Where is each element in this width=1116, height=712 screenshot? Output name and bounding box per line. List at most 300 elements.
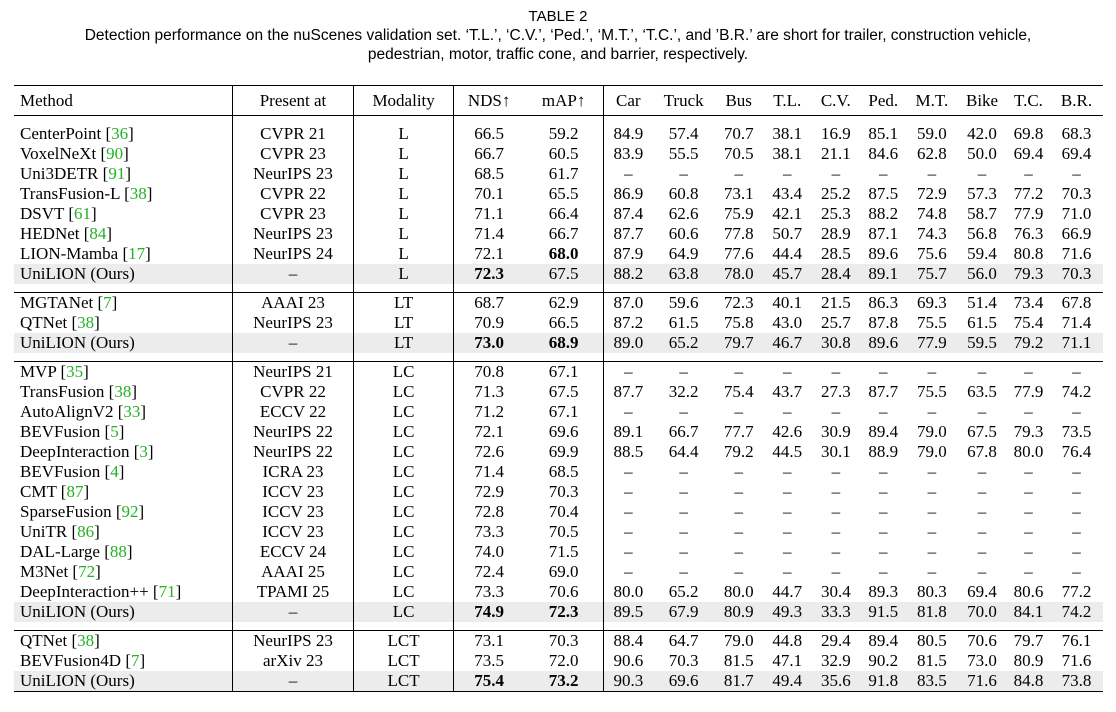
map-cell: 72.3 (524, 602, 603, 622)
method-name: VoxelNeXt (20, 144, 97, 163)
map-cell: 66.4 (524, 204, 603, 224)
table-row (14, 502, 1103, 522)
table-row (14, 602, 1103, 622)
trailer-cell: 43.0 (772, 313, 803, 332)
citation-link[interactable]: 3 (139, 442, 148, 461)
map-cell: 62.9 (524, 293, 603, 314)
truck-cell: – (679, 562, 688, 581)
nds-cell: 68.5 (474, 164, 504, 183)
header-row (14, 86, 1103, 116)
nds-cell: 73.3 (474, 522, 504, 541)
truck-cell: 70.3 (668, 651, 699, 670)
pedestrian-cell: 85.1 (868, 124, 899, 143)
method-cell: DSVT [61] (14, 204, 232, 224)
bike-cell: 56.0 (957, 264, 1007, 284)
table-row (14, 562, 1103, 582)
bus-cell: 73.1 (723, 184, 754, 203)
pedestrian-cell: – (879, 362, 888, 381)
trailer-cell: – (783, 482, 792, 501)
method-name: UniLION (Ours) (20, 333, 135, 352)
truck-cell: – (679, 482, 688, 501)
truck-cell: 62.6 (668, 204, 699, 223)
motor-cell: – (927, 482, 937, 501)
truck-cell: – (679, 502, 688, 521)
header-method: Method (14, 86, 232, 116)
citation-link[interactable]: 61 (74, 204, 92, 223)
citation-link[interactable]: 4 (110, 462, 119, 481)
traffic-cone-cell: – (1024, 542, 1033, 561)
barrier-cell: 74.2 (1061, 382, 1092, 401)
map-cell: 67.5 (524, 264, 603, 284)
modality-cell: LC (354, 462, 453, 482)
bus-cell: 70.5 (723, 144, 754, 163)
bus-cell: 79.2 (723, 442, 754, 461)
citation-link[interactable]: 35 (66, 362, 84, 381)
truck-cell: – (679, 164, 688, 183)
traffic-cone-cell: 80.9 (1013, 651, 1044, 670)
table-row (14, 422, 1103, 442)
method-cell: DeepInteraction++ [71] (14, 582, 232, 602)
trailer-cell: 38.1 (772, 124, 803, 143)
trailer-cell: – (783, 164, 792, 183)
citation-link[interactable]: 92 (121, 502, 139, 521)
method-name: DeepInteraction++ (20, 582, 149, 601)
table-group-2 (14, 293, 1103, 354)
citation-link[interactable]: 91 (108, 164, 126, 183)
nds-cell: 72.1 (474, 422, 504, 441)
motor-cell: 79.0 (916, 422, 947, 441)
trailer-cell: 44.4 (772, 244, 803, 263)
method-cell: BEVFusion [5] (14, 422, 232, 442)
pedestrian-cell: 88.2 (868, 204, 899, 223)
car-cell: – (624, 164, 633, 183)
citation-link[interactable]: 7 (103, 293, 112, 312)
car-cell: 86.9 (613, 184, 644, 203)
bike-cell: 57.3 (967, 184, 997, 203)
modality-cell: L (354, 224, 453, 244)
truck-cell: – (679, 402, 688, 421)
bike-cell: 59.5 (957, 333, 1007, 353)
method-cell: LION-Mamba [17] (14, 244, 232, 264)
map-cell: 73.2 (524, 671, 603, 692)
trailer-cell: 49.3 (763, 602, 812, 622)
header-bus: Bus (725, 90, 752, 110)
traffic-cone-cell: 69.8 (1013, 124, 1044, 143)
citation-link[interactable]: 88 (109, 542, 127, 561)
table-label: TABLE 2 (528, 8, 588, 25)
motor-cell: – (927, 462, 937, 481)
citation-link[interactable]: 7 (131, 651, 140, 670)
trailer-cell: – (783, 462, 792, 481)
method-name: MGTANet (20, 293, 94, 312)
truck-cell: 57.4 (668, 124, 699, 143)
modality-cell: LCT (354, 651, 453, 671)
trailer-cell: 45.7 (763, 264, 812, 284)
bike-cell: 70.0 (957, 602, 1007, 622)
bus-cell: 79.7 (714, 333, 763, 353)
pedestrian-cell: 89.3 (868, 582, 899, 601)
table-caption-block (0, 8, 1116, 64)
bike-cell: 51.4 (967, 293, 997, 312)
map-cell: 70.6 (524, 582, 603, 602)
venue-cell: AAAI 23 (232, 293, 354, 314)
nds-cell: 72.6 (474, 442, 504, 461)
citation-link[interactable]: 38 (77, 313, 95, 332)
construction-vehicle-cell: – (831, 362, 841, 381)
truck-cell: – (679, 542, 688, 561)
method-cell: TransFusion [38] (14, 382, 232, 402)
construction-vehicle-cell: 33.3 (812, 602, 861, 622)
table-row (14, 164, 1103, 184)
truck-cell: – (679, 362, 688, 381)
map-cell: 67.1 (524, 362, 603, 383)
car-cell: – (624, 462, 633, 481)
nds-cell: 71.4 (474, 224, 504, 243)
citation-link[interactable]: 38 (77, 631, 95, 650)
method-name: SparseFusion (20, 502, 112, 521)
traffic-cone-cell: 69.4 (1013, 144, 1044, 163)
car-cell: 89.1 (613, 422, 644, 441)
citation-link[interactable]: 38 (129, 184, 147, 203)
construction-vehicle-cell: 25.3 (820, 204, 851, 223)
traffic-cone-cell: 84.8 (1007, 671, 1050, 692)
method-cell: AutoAlignV2 [33] (14, 402, 232, 422)
barrier-cell: 71.0 (1061, 204, 1092, 223)
modality-cell: LC (354, 582, 453, 602)
trailer-cell: 43.7 (772, 382, 803, 401)
traffic-cone-cell: 77.9 (1013, 204, 1044, 223)
venue-cell: – (232, 333, 354, 353)
pedestrian-cell: 89.4 (868, 631, 899, 650)
trailer-cell: 47.1 (772, 651, 803, 670)
bus-cell: 81.7 (714, 671, 763, 692)
construction-vehicle-cell: 25.2 (820, 184, 851, 203)
bus-cell: 77.8 (723, 224, 754, 243)
modality-cell: L (354, 124, 453, 144)
trailer-cell: 50.7 (772, 224, 803, 243)
header-venue: Present at (232, 86, 354, 116)
method-name: DeepInteraction (20, 442, 130, 461)
map-cell: 70.3 (524, 482, 603, 502)
method-name: UniTR (20, 522, 68, 541)
motor-cell: – (927, 164, 937, 183)
group-separator (14, 622, 1103, 631)
trailer-cell: 43.4 (772, 184, 803, 203)
barrier-cell: – (1072, 402, 1081, 421)
nds-cell: 73.3 (474, 582, 504, 601)
table-row (14, 224, 1103, 244)
header-construction-vehicle: C.V. (820, 90, 851, 110)
method-cell: DeepInteraction [3] (14, 442, 232, 462)
modality-cell: LC (354, 542, 453, 562)
pedestrian-cell: – (879, 462, 888, 481)
bike-cell: – (977, 522, 987, 541)
method-cell: SparseFusion [92] (14, 502, 232, 522)
table-row (14, 651, 1103, 671)
citation-link[interactable]: 72 (78, 562, 96, 581)
truck-cell: 60.8 (668, 184, 699, 203)
table-row (14, 382, 1103, 402)
pedestrian-cell: 86.3 (868, 293, 899, 312)
map-cell: 70.5 (524, 522, 603, 542)
trailer-cell: – (783, 522, 792, 541)
pedestrian-cell: 87.1 (868, 224, 899, 243)
nds-cell: 72.3 (453, 264, 524, 284)
pedestrian-cell: 89.6 (868, 244, 899, 263)
barrier-cell: 70.3 (1050, 264, 1103, 284)
method-cell (14, 264, 232, 284)
barrier-cell: 69.4 (1061, 144, 1092, 163)
truck-cell: 65.2 (653, 333, 715, 353)
pedestrian-cell: – (879, 522, 888, 541)
barrier-cell: – (1072, 482, 1081, 501)
nds-cell: 73.0 (453, 333, 524, 353)
bus-cell: 81.5 (723, 651, 754, 670)
pedestrian-cell: – (879, 402, 888, 421)
method-name: M3Net (20, 562, 69, 581)
modality-cell: LC (354, 482, 453, 502)
traffic-cone-cell: 73.4 (1013, 293, 1044, 312)
barrier-cell: – (1072, 502, 1081, 521)
bike-cell: 42.0 (967, 124, 997, 143)
motor-cell: – (927, 502, 937, 521)
citation-link[interactable]: 33 (123, 402, 141, 421)
bus-cell: – (734, 562, 743, 581)
car-cell: 87.2 (613, 313, 644, 332)
method-name: QTNet (20, 631, 68, 650)
modality-cell: LT (354, 293, 453, 314)
method-cell: QTNet [38] (14, 631, 232, 652)
barrier-cell: 73.5 (1061, 422, 1092, 441)
citation-link[interactable]: 36 (111, 124, 129, 143)
method-cell: MVP [35] (14, 362, 232, 383)
bus-cell: – (734, 522, 743, 541)
venue-cell: ICCV 23 (232, 502, 354, 522)
citation-link[interactable]: 84 (89, 224, 107, 243)
venue-cell: arXiv 23 (232, 651, 354, 671)
modality-cell: LC (354, 602, 453, 622)
nds-cell: 66.7 (474, 144, 504, 163)
nds-cell: 75.4 (453, 671, 524, 692)
table-group-3 (14, 362, 1103, 623)
citation-link[interactable]: 90 (106, 144, 124, 163)
bus-cell: – (734, 164, 743, 183)
nds-cell: 73.5 (474, 651, 504, 670)
barrier-cell: 70.3 (1061, 184, 1092, 203)
bike-cell: 61.5 (967, 313, 997, 332)
bike-cell: – (977, 362, 987, 381)
motor-cell: 75.6 (916, 244, 947, 263)
bike-cell: 67.5 (967, 422, 997, 441)
modality-cell: LT (354, 333, 453, 353)
traffic-cone-cell: 79.2 (1007, 333, 1050, 353)
traffic-cone-cell: 75.4 (1013, 313, 1044, 332)
citation-link[interactable]: 71 (158, 582, 176, 601)
group-separator (14, 116, 1103, 125)
nds-cell: 71.3 (474, 382, 504, 401)
bike-cell: – (977, 164, 987, 183)
barrier-cell: 74.2 (1050, 602, 1103, 622)
car-cell: 88.5 (613, 442, 644, 461)
car-cell: – (624, 502, 633, 521)
motor-cell: 69.3 (916, 293, 947, 312)
truck-cell: 63.8 (653, 264, 715, 284)
header-modality: Modality (354, 86, 453, 116)
car-cell: – (624, 402, 633, 421)
citation-link[interactable]: 87 (66, 482, 84, 501)
results-table (14, 85, 1103, 692)
bus-cell: 78.0 (714, 264, 763, 284)
modality-cell: LC (354, 522, 453, 542)
trailer-cell: – (783, 402, 792, 421)
table-row (14, 293, 1103, 314)
motor-cell: – (927, 362, 937, 381)
trailer-cell: 40.1 (772, 293, 803, 312)
venue-cell: NeurIPS 21 (232, 362, 354, 383)
truck-cell: – (679, 462, 688, 481)
modality-cell: LC (354, 382, 453, 402)
truck-cell: – (679, 522, 688, 541)
pedestrian-cell: 84.6 (868, 144, 899, 163)
barrier-cell: – (1072, 542, 1081, 561)
pedestrian-cell: – (879, 482, 888, 501)
table-row (14, 631, 1103, 652)
bike-cell: 70.6 (967, 631, 997, 650)
nds-cell: 74.0 (474, 542, 504, 561)
construction-vehicle-cell: 32.9 (820, 651, 851, 670)
bus-cell: 75.4 (723, 382, 754, 401)
motor-cell: 79.0 (916, 442, 947, 461)
motor-cell: 77.9 (907, 333, 958, 353)
barrier-cell: – (1072, 362, 1081, 381)
barrier-cell: 71.6 (1061, 244, 1092, 263)
motor-cell: 80.3 (916, 582, 947, 601)
venue-cell: – (232, 602, 354, 622)
motor-cell: 72.9 (916, 184, 947, 203)
pedestrian-cell: 89.1 (860, 264, 906, 284)
method-name: CMT (20, 482, 57, 501)
citation-link[interactable]: 17 (128, 244, 146, 263)
venue-cell: NeurIPS 22 (232, 442, 354, 462)
car-cell: 87.9 (613, 244, 644, 263)
bus-cell: 79.0 (723, 631, 754, 650)
bike-cell: – (977, 562, 987, 581)
venue-cell: NeurIPS 24 (232, 244, 354, 264)
pedestrian-cell: 91.5 (860, 602, 906, 622)
venue-cell: ECCV 24 (232, 542, 354, 562)
pedestrian-cell: 89.6 (860, 333, 906, 353)
truck-cell: 61.5 (668, 313, 699, 332)
motor-cell: 62.8 (916, 144, 947, 163)
group-separator (14, 353, 1103, 362)
table-row (14, 264, 1103, 284)
table-row (14, 482, 1103, 502)
citation-link[interactable]: 86 (77, 522, 95, 541)
trailer-cell: 44.7 (772, 582, 803, 601)
traffic-cone-cell: 79.3 (1013, 422, 1044, 441)
caption-line-2: pedestrian, motor, traffic cone, and barrier, respectively. (367, 46, 749, 63)
method-name: DAL-Large (20, 542, 100, 561)
venue-cell: AAAI 25 (232, 562, 354, 582)
traffic-cone-cell: – (1024, 362, 1033, 381)
construction-vehicle-cell: 16.9 (820, 124, 851, 143)
bus-cell: – (734, 502, 743, 521)
car-cell: 87.4 (613, 204, 644, 223)
table-row (14, 582, 1103, 602)
bus-cell: 80.9 (714, 602, 763, 622)
table-row (14, 204, 1103, 224)
table-row (14, 144, 1103, 164)
map-cell: 69.0 (524, 562, 603, 582)
construction-vehicle-cell: – (831, 522, 841, 541)
construction-vehicle-cell: 28.5 (820, 244, 851, 263)
bike-cell: 59.4 (967, 244, 997, 263)
map-cell: 61.7 (524, 164, 603, 184)
barrier-cell: 76.4 (1061, 442, 1092, 461)
citation-link[interactable]: 5 (110, 422, 119, 441)
table-caption (18, 26, 1098, 64)
barrier-cell: – (1072, 522, 1081, 541)
method-name: UniLION (Ours) (20, 264, 135, 283)
venue-cell: ICRA 23 (232, 462, 354, 482)
traffic-cone-cell: – (1024, 462, 1033, 481)
construction-vehicle-cell: – (831, 502, 841, 521)
motor-cell: – (927, 402, 937, 421)
venue-cell: CVPR 22 (232, 184, 354, 204)
traffic-cone-cell: 77.2 (1013, 184, 1044, 203)
method-cell: UniTR [86] (14, 522, 232, 542)
nds-cell: 66.5 (474, 124, 504, 143)
nds-cell: 68.7 (474, 293, 504, 312)
table-group-1 (14, 124, 1103, 284)
traffic-cone-cell: – (1024, 482, 1033, 501)
bus-cell: 75.8 (723, 313, 754, 332)
car-cell: 88.2 (603, 264, 653, 284)
citation-link[interactable]: 38 (114, 382, 132, 401)
truck-cell: 60.6 (668, 224, 699, 243)
table-row (14, 542, 1103, 562)
truck-cell: 32.2 (668, 382, 699, 401)
venue-cell: NeurIPS 23 (232, 313, 354, 333)
map-cell: 60.5 (524, 144, 603, 164)
modality-cell: L (354, 204, 453, 224)
motor-cell: 75.5 (916, 382, 947, 401)
table-row (14, 442, 1103, 462)
map-cell: 72.0 (524, 651, 603, 671)
modality-cell: LC (354, 402, 453, 422)
pedestrian-cell: 87.5 (868, 184, 899, 203)
table-row (14, 184, 1103, 204)
venue-cell: CVPR 22 (232, 382, 354, 402)
car-cell: 80.0 (613, 582, 644, 601)
header-nds: NDS↑ (467, 90, 511, 110)
method-cell: BEVFusion4D [7] (14, 651, 232, 671)
method-name: AutoAlignV2 (20, 402, 114, 421)
method-cell (14, 333, 232, 353)
table-row (14, 333, 1103, 353)
modality-cell: LC (354, 562, 453, 582)
motor-cell: 83.5 (907, 671, 958, 692)
motor-cell: 74.3 (916, 224, 947, 243)
modality-cell: LC (354, 502, 453, 522)
header-traffic-cone: T.C. (1013, 90, 1043, 110)
traffic-cone-cell: 79.3 (1007, 264, 1050, 284)
traffic-cone-cell: – (1024, 562, 1033, 581)
table-group-4 (14, 631, 1103, 692)
method-cell: TransFusion-L [38] (14, 184, 232, 204)
method-cell: BEVFusion [4] (14, 462, 232, 482)
barrier-cell: – (1072, 562, 1081, 581)
